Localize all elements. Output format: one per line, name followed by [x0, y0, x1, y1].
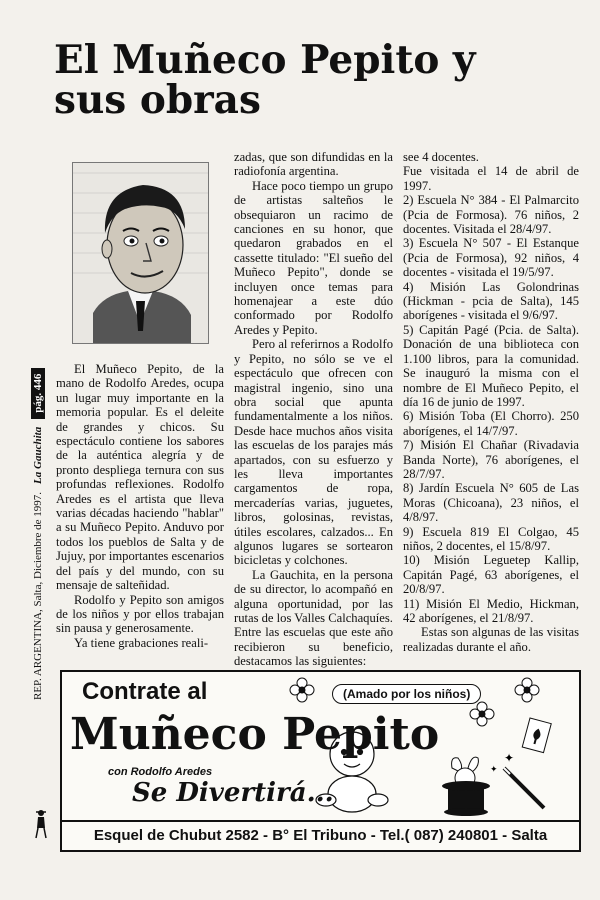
page-number: pág. 446 [31, 368, 45, 419]
list-item: 5) Capitán Pagé (Pcia. de Salta). Donación de una biblioteca con 1.100 libros, para la comunidad. Se inauguró la misma con el nombre de El Muñeco Pepito, el día 16 de junio de 1997. [403, 322, 579, 409]
article-column-3 [403, 150, 579, 654]
headline: El Muñeco Pepito y sus obras [54, 37, 476, 123]
ad-title: Muñeco Pepito [70, 709, 440, 760]
list-item: 11) Misión El Medio, Hickman, 42 aborígenes, el 21/8/97. [403, 596, 579, 625]
paragraph: Estas son algunas de las visitas realizadas durante el año. [403, 625, 579, 654]
paragraph: Entre las escuelas que este año recibieron su beneficio, destacamos las siguientes: [234, 625, 393, 669]
gaucho-icon [33, 808, 49, 840]
article-column-2 [234, 150, 393, 712]
ad-tagline: (Amado por los niños) [332, 684, 481, 704]
list-item: 10) Misión Leguetep Kallip, Capitán Pagé, 63 aborígenes, el 20/8/97. [403, 553, 579, 597]
paragraph: El Muñeco Pepito, de la mano de Rodolfo Aredes, ocupa un lugar muy importante en la memoria popular. Es el deleite de grandes y chicos. Su espectáculo contiene los sabores de la auténtica alegría y de pronto despliega ternura con sus profundas reflexiones. Rodolfo Aredes es el artista que lleva varias décadas haciendo "hablar" a su Muñeco Pepito. Anduvo por todos los pueblos de Salta y de Jujuy, por importantes escenarios del país y del mundo, con su mensaje de salteñidad. [56, 362, 224, 593]
paragraph: Ya tiene grabaciones reali- [74, 635, 209, 650]
ad-address: Esquel de Chubut 2582 - B° El Tribuno - Tel.( 087) 240801 - Salta [62, 820, 579, 850]
ad-headline: Contrate al [82, 678, 208, 705]
flower-icon [515, 678, 539, 702]
list-item: 4) Misión Las Golondrinas (Hickman - pcia de Salta), 145 aborígenes - visitada el 9/6/97. [403, 279, 579, 323]
magic-hat-icon [442, 757, 490, 816]
publication-line: REP. ARGENTINA, Salta, Diciembre de 1997. [32, 491, 44, 700]
article-column-1 [56, 362, 224, 650]
list-item: 2) Escuela N° 384 - El Palmarcito (Pcia de Formosa). 76 niños, 2 docentes. Visitada el 28/4/97. [403, 193, 579, 237]
list-item: 3) Escuela N° 507 - El Estanque (Pcia de Formosa), 92 niños, 4 docentes - visitada el 19/5/97. [403, 236, 579, 280]
ad-slogan: Se Divertirá... [132, 778, 334, 808]
magic-wand-icon [490, 751, 544, 808]
list-item: 6) Misión Toba (El Chorro). 250 aborígenes, el 14/7/97. [403, 409, 579, 438]
paragraph: Pero al referirnos a Rodolfo y Pepito, no sólo se ve el espectáculo que ofrecen con magistral ingenio, sino una obra social que apunta fundamentalmente a los niños. Desde hace muchos años visita las escuelas de los parajes más apartados, con su esfuerzo y les lleva importantes cargamentos de ropa, mercaderías varias, juguetes, libros, golosinas, revistas, útiles escolares, calzados... En algunos lugares se sortearon bicicletas y colchones. [234, 337, 393, 568]
advertisement [60, 670, 581, 852]
paragraph: Rodolfo y Pepito son amigos de los niños y por ellos trabajan sin pausa y generosamente. [56, 592, 224, 636]
puppet-illustration [73, 163, 208, 343]
paragraph: La Gauchita, en la persona de su director, lo acompañó en alguna oportunidad, por las rutas de los Valles Calchaquíes. [234, 567, 393, 625]
svg-text:✦: ✦ [504, 751, 515, 765]
flower-icon [470, 702, 494, 726]
list-item: 9) Escuela 819 El Colgao, 45 niños, 2 docentes, el 15/8/97. [403, 524, 579, 553]
paragraph: zadas, que son difundidas en la radiofonía argentina. [234, 150, 393, 179]
list-item: Fue visitada el 14 de abril de 1997. [403, 164, 579, 193]
paragraph: Hace poco tiempo un grupo de artistas salteños le obsequiaron un racimo de canciones en su honor, que quedaron grabados en el cassette titulado: "El sueño del Muñeco Pepito", donde se incluyen once temas para homenajear a este dúo conformado por Rodolfo Aredes y Pepito. [234, 178, 393, 337]
list-item: 8) Jardín Escuela N° 605 de Las Moras (Chicoana), 23 niños, el 4/8/97. [403, 481, 579, 525]
svg-text:✦: ✦ [490, 765, 498, 775]
pepito-portrait [72, 162, 209, 344]
flower-icon [290, 678, 314, 702]
brand-name: La Gauchita [32, 426, 44, 484]
side-strip [26, 40, 50, 700]
list-item: 7) Misión El Chañar (Rivadavia Banda Norte), 76 aborígenes, el 28/7/97. [403, 438, 579, 481]
list-item: see 4 docentes. [403, 150, 479, 164]
ad-subtitle: con Rodolfo Aredes [108, 766, 213, 778]
playing-card-icon [522, 718, 551, 753]
